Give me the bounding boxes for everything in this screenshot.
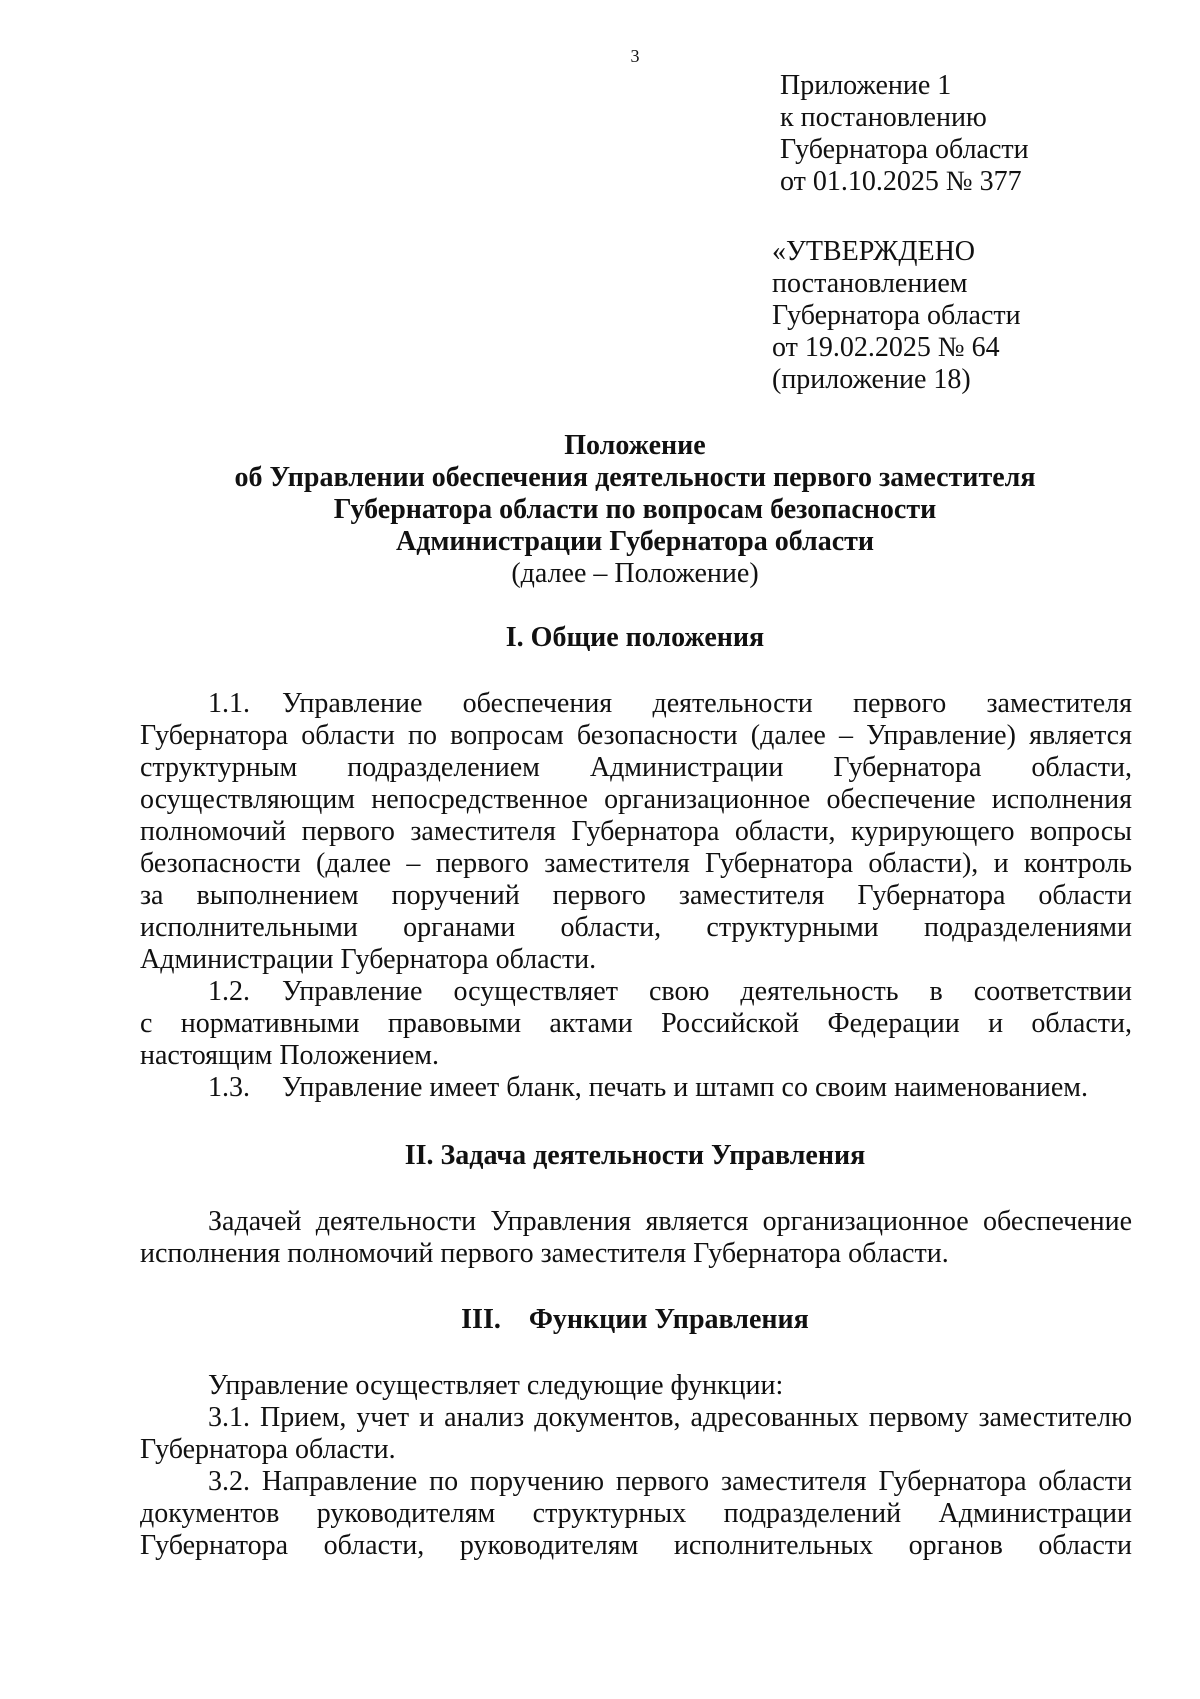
document-title	[140, 430, 1130, 590]
section-heading-3: III. Функции Управления	[461, 1304, 809, 1335]
paragraph-1-3	[140, 1072, 1132, 1104]
paragraph-line: Задачей деятельности Управления является организационное обеспечение	[208, 1206, 1132, 1237]
appendix-line: от 01.10.2025 № 377	[780, 166, 1022, 197]
paragraph-number: 1.2.	[208, 976, 250, 1007]
approved-block	[772, 236, 1172, 396]
paragraph-line: безопасности (далее – первого заместителя Губернатора области), и контроль	[140, 848, 1132, 879]
paragraph-line: за выполнением поручений первого заместителя Губернатора области	[140, 880, 1132, 911]
paragraph-line: настоящим Положением.	[140, 1040, 439, 1071]
approved-line: (приложение 18)	[772, 364, 971, 395]
approved-line: «УТВЕРЖДЕНО	[772, 236, 976, 267]
page-number: 3	[630, 46, 640, 66]
paragraph-3-intro	[140, 1370, 1132, 1402]
approved-line: Губернатора области	[772, 300, 1021, 331]
paragraph-line: 1.3. Управление имеет бланк, печать и штамп со своим наименованием.	[208, 1072, 1089, 1103]
paragraph-3-1	[140, 1402, 1132, 1466]
title-line: об Управлении обеспечения деятельности первого заместителя	[234, 462, 1036, 493]
title-note: (далее – Положение)	[511, 558, 759, 589]
title-line: Губернатора области по вопросам безопасности	[333, 494, 937, 525]
appendix-line: Губернатора области	[780, 134, 1029, 165]
paragraph-line: полномочий первого заместителя Губернатора области, курирующего вопросы	[140, 816, 1132, 847]
paragraph-line: Губернатора области, руководителям исполнительных органов области	[140, 1530, 1132, 1561]
paragraph-line: Губернатора области по вопросам безопасности (далее – Управление) является	[140, 720, 1132, 751]
paragraph-3-2	[140, 1466, 1132, 1562]
paragraph-line: с нормативными правовыми актами Российской Федерации и области,	[140, 1008, 1132, 1039]
appendix-block	[780, 70, 1180, 198]
approved-line: постановлением	[772, 268, 968, 299]
paragraph-1-1	[140, 688, 1132, 976]
paragraph-line: 1.2. Управление осуществляет свою деятельность в соответствии	[208, 976, 1132, 1007]
appendix-line: к постановлению	[780, 102, 987, 133]
paragraph-line: исполнительными органами области, структурными подразделениями	[140, 912, 1132, 943]
paragraph-line: исполнения полномочий первого заместителя Губернатора области.	[140, 1238, 949, 1269]
paragraph-1-2	[140, 976, 1132, 1072]
approved-line: от 19.02.2025 № 64	[772, 332, 1000, 363]
paragraph-line: документов руководителям структурных подразделений Администрации	[140, 1498, 1132, 1529]
paragraph-number: 1.3.	[208, 1072, 250, 1103]
paragraph-line: осуществляющим непосредственное организационное обеспечение исполнения	[140, 784, 1132, 815]
section-heading-1: I. Общие положения	[505, 622, 765, 653]
paragraph-line: структурным подразделением Администрации Губернатора области,	[140, 752, 1132, 783]
paragraph-2	[140, 1206, 1132, 1270]
paragraph-line: 3.1. Прием, учет и анализ документов, адресованных первому заместителю	[208, 1402, 1132, 1433]
paragraph-line: Управление осуществляет следующие функции:	[208, 1370, 784, 1401]
paragraph-line: Администрации Губернатора области.	[140, 944, 597, 975]
title-line: Положение	[564, 430, 706, 461]
paragraph-line: 1.1. Управление обеспечения деятельности первого заместителя	[208, 688, 1132, 719]
paragraph-line: 3.2. Направление по поручению первого заместителя Губернатора области	[208, 1466, 1132, 1497]
paragraph-number: 1.1.	[208, 688, 250, 719]
paragraph-line: Губернатора области.	[140, 1434, 396, 1465]
appendix-line: Приложение 1	[780, 70, 952, 101]
section-heading-2: II. Задача деятельности Управления	[404, 1140, 866, 1171]
title-line: Администрации Губернатора области	[395, 526, 875, 557]
